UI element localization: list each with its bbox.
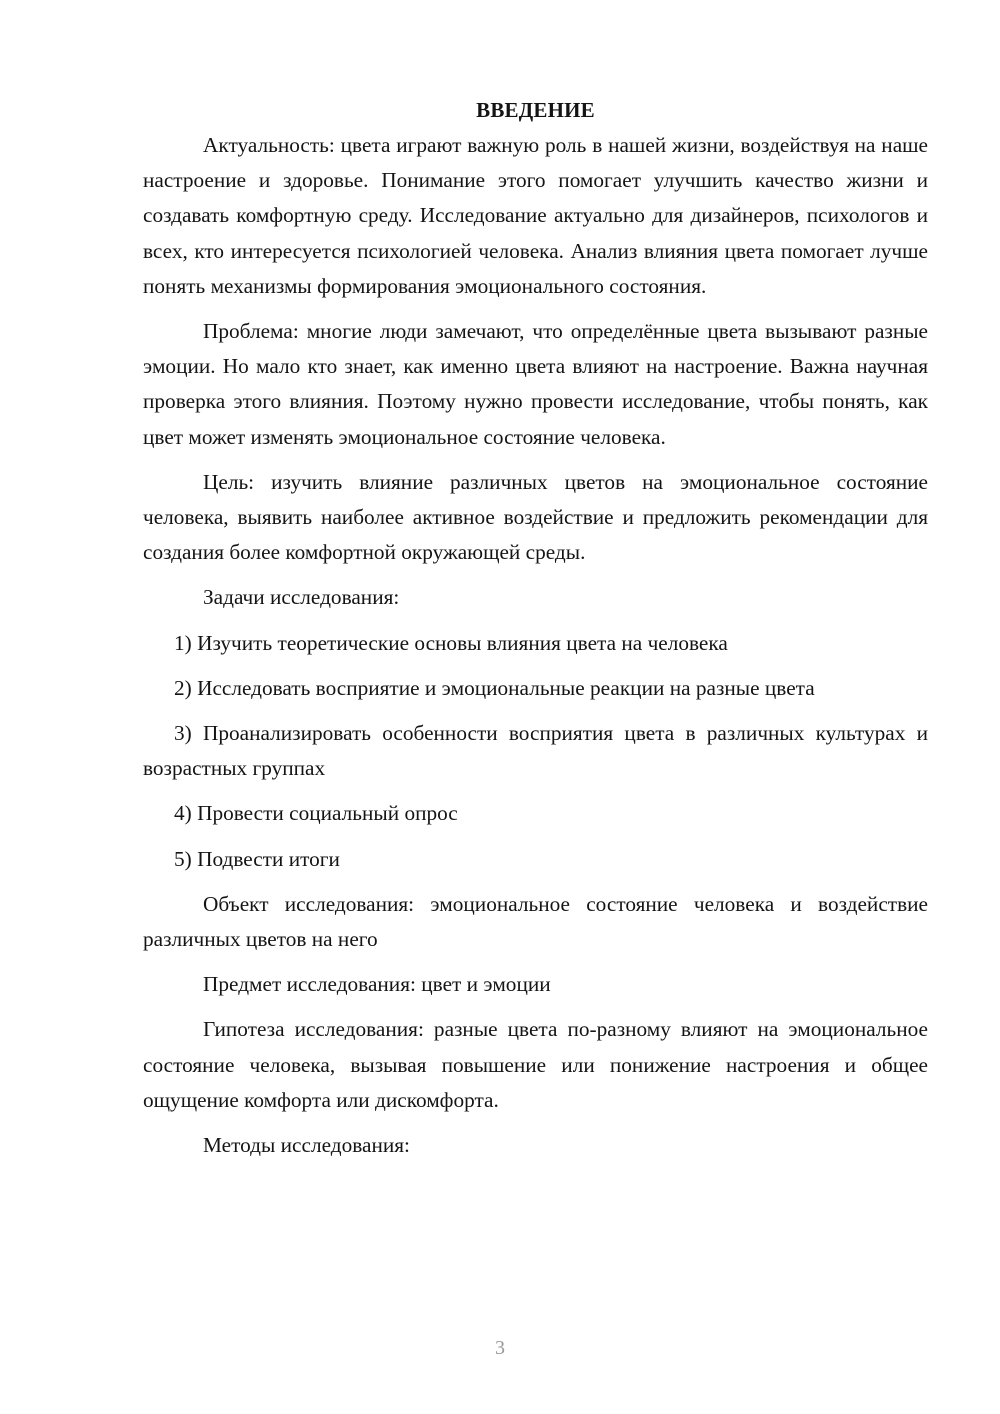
task-item: 1) Изучить теоретические основы влияния цвета на человека: [174, 630, 728, 655]
subject-paragraph: Предмет исследования: цвет и эмоции: [203, 972, 551, 997]
problem-paragraph: Проблема: многие люди замечают, что определённые цвета вызывают разные эмоции. Но мало кто знает, как именно цвета влияют на настроение. Важна научная проверка этого влияния. Поэтому нужно провести исследование, чтобы понять, как цвет может изменять эмоциональное состояние человека.: [143, 319, 928, 449]
task-item: 4) Провести социальный опрос: [174, 801, 458, 826]
relevance-paragraph: Актуальность: цвета играют важную роль в нашей жизни, воздействуя на наше настроение и здоровье. Понимание этого помогает улучшить качество жизни и создавать комфортную среду. Исследование актуально для дизайнеров, психологов и всех, кто интересуется психологией человека. Анализ влияния цвета помогает лучше понять механизмы формирования эмоционального состояния.: [143, 133, 928, 298]
section-heading: ВВЕДЕНИЕ: [476, 98, 595, 122]
page-content: [143, 92, 928, 1173]
task-item: 2) Исследовать восприятие и эмоциональные реакции на разные цвета: [174, 675, 815, 700]
object-paragraph: Объект исследования: эмоциональное состояние человека и воздействие различных цветов на него: [143, 891, 928, 952]
goal-paragraph: Цель: изучить влияние различных цветов на эмоциональное состояние человека, выявить наиболее активное воздействие и предложить рекомендации для создания более комфортной окружающей среды.: [143, 469, 928, 565]
hypothesis-paragraph: Гипотеза исследования: разные цвета по-разному влияют на эмоциональное состояние человека, вызывая повышение или понижение настроения и общее ощущение комфорта или дискомфорта.: [143, 1017, 928, 1112]
task-item: 3) Проанализировать особенности восприятия цвета в различных культурах и возрастных группах: [143, 721, 928, 781]
page-number: 3: [495, 1337, 505, 1359]
tasks-title: Задачи исследования:: [203, 585, 400, 610]
methods-title: Методы исследования:: [203, 1133, 410, 1158]
task-item: 5) Подвести итоги: [174, 846, 340, 871]
